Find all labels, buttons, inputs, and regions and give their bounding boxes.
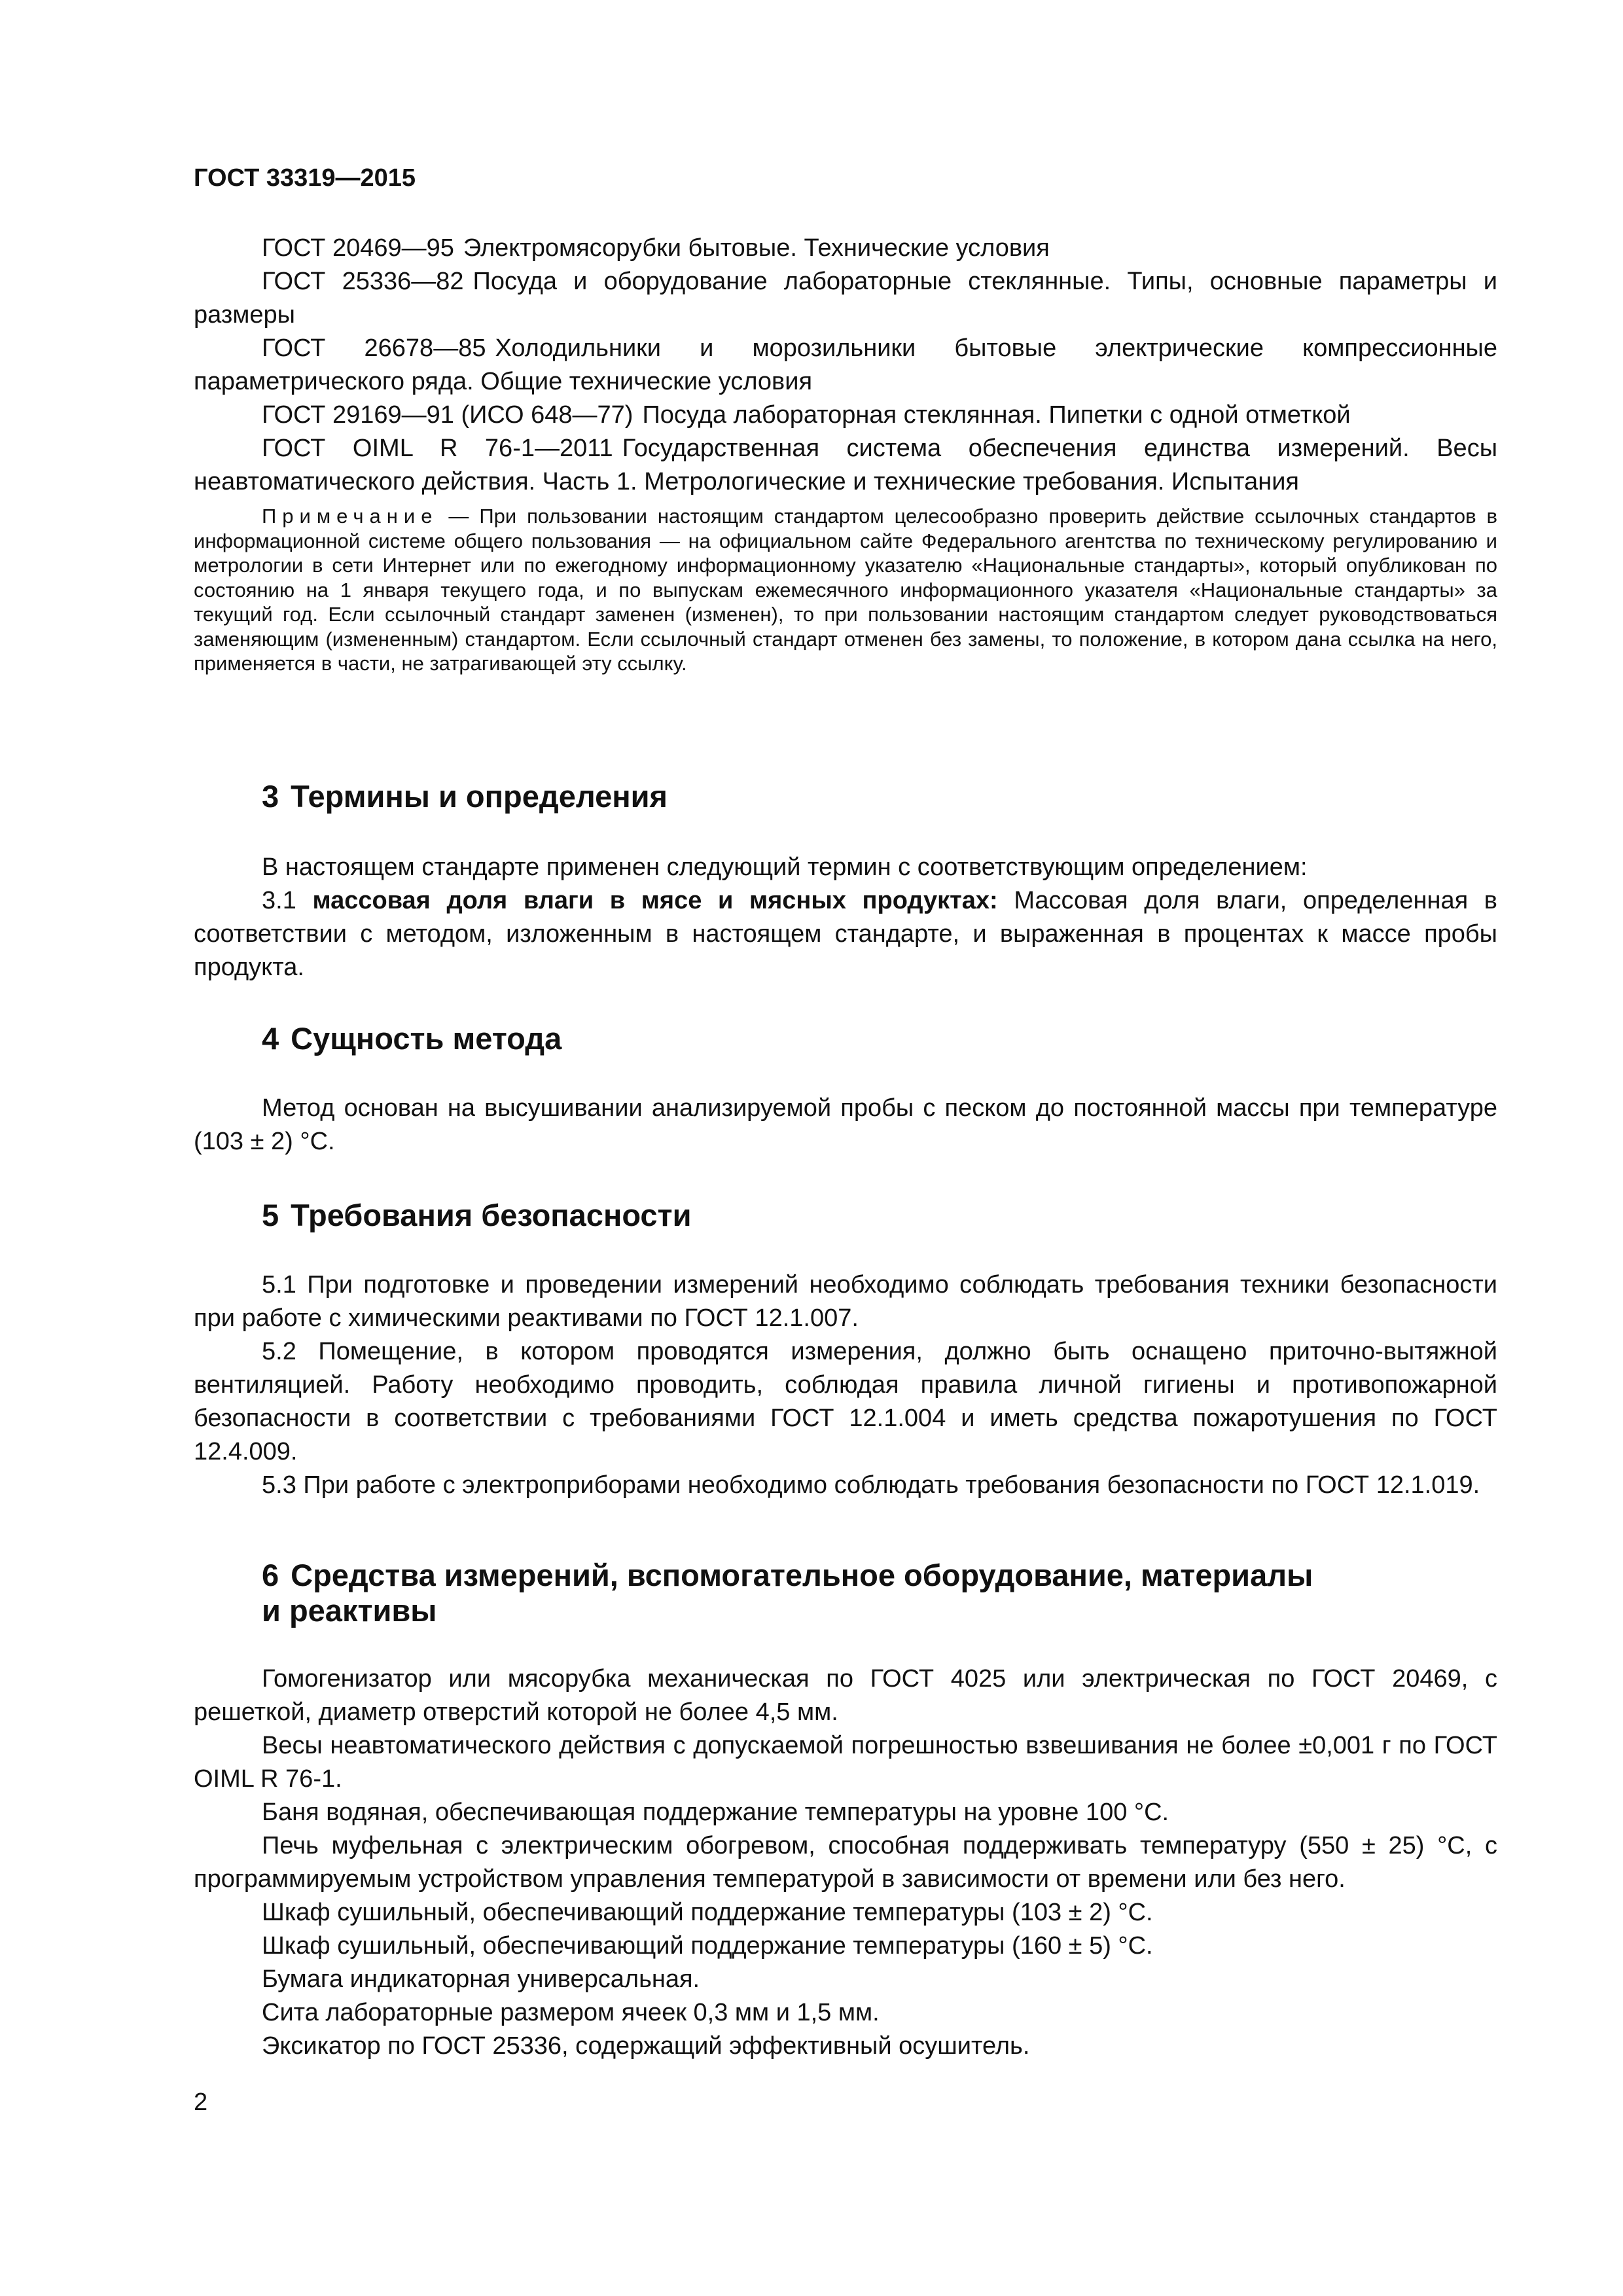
section-number: 3 — [262, 779, 279, 814]
term-number: 3.1 — [262, 887, 296, 914]
normative-references-list — [194, 232, 1497, 499]
equipment-item: Бумага индикаторная универсальная. — [262, 1965, 700, 1993]
section-number: 6 — [262, 1558, 279, 1592]
reference-code: ГОСТ 29169—91 (ИСО 648—77) — [262, 401, 633, 429]
section-4-heading — [262, 1021, 562, 1056]
section-title: Требования безопасности — [291, 1198, 692, 1232]
reference-title: Государственная система обеспечения единства измерений. Весы неавтоматического действия. Часть 1. Метрологические и технические требования. Испытания — [194, 435, 1498, 495]
equipment-item: Баня водяная, обеспечивающая поддержание температуры на уровне 100 °С. — [262, 1799, 1169, 1826]
note-label: Примечание — [262, 505, 438, 528]
term-text: Массовая доля влаги, определенная в соответствии с методом, изложенным в настоящем стандарте, и выраженная в процентах к массе пробы продукта. — [194, 887, 1497, 981]
safety-item: 5.1 При подготовке и проведении измерений необходимо соблюдать требования техники безопасности при работе с химическими реактивами по ГОСТ 12.1.007. — [194, 1271, 1497, 1332]
reference-note — [194, 504, 1497, 676]
section-title-line-1: Средства измерений, вспомогательное оборудование, материалы — [291, 1558, 1313, 1592]
reference-item — [194, 332, 1497, 399]
term-definition — [194, 884, 1497, 984]
reference-code: ГОСТ 26678—85 — [262, 334, 486, 362]
reference-title: Посуда и оборудование лабораторные стеклянные. Типы, основные параметры и размеры — [194, 268, 1498, 329]
method-principle: Метод основан на высушивании анализируемой пробы с песком до постоянной массы при температуре (103 ± 2) °С. — [194, 1094, 1497, 1155]
reference-title: Электромясорубки бытовые. Технические условия — [463, 234, 1050, 262]
section-3-body — [194, 851, 1497, 984]
reference-title: Посуда лабораторная стеклянная. Пипетки с одной отметкой — [642, 401, 1351, 429]
section-title: Сущность метода — [291, 1021, 562, 1056]
section-5-heading — [262, 1198, 691, 1233]
safety-item: 5.3 При работе с электроприборами необходимо соблюдать требования безопасности по ГОСТ 12.1.019. — [262, 1471, 1480, 1499]
equipment-item: Весы неавтоматического действия с допускаемой погрешностью взвешивания не более ±0,001 г по ГОСТ OIML R 76-1. — [194, 1732, 1497, 1793]
equipment-item: Эксикатор по ГОСТ 25336, содержащий эффективный осушитель. — [262, 2032, 1030, 2060]
reference-code: ГОСТ 25336—82 — [262, 268, 464, 295]
reference-item — [194, 232, 1497, 265]
section-5-body — [194, 1268, 1497, 1502]
page-number: 2 — [194, 2089, 208, 2116]
equipment-item: Шкаф сушильный, обеспечивающий поддержание температуры (103 ± 2) °С. — [262, 1899, 1153, 1926]
term-name: массовая доля влаги в мясе и мясных продуктах: — [312, 887, 998, 914]
equipment-item: Сита лабораторные размером ячеек 0,3 мм и 1,5 мм. — [262, 1999, 880, 2026]
section-3-intro: В настоящем стандарте применен следующий термин с соответствующим определением: — [262, 853, 1308, 881]
section-3-heading — [262, 779, 668, 814]
section-title-line-2: и реактивы — [262, 1593, 437, 1628]
reference-title: Холодильники и морозильники бытовые электрические компрессионные параметрического ряда. Общие технические условия — [194, 334, 1498, 395]
safety-item: 5.2 Помещение, в котором проводятся измерения, должно быть оснащено приточно-вытяжной вентиляцией. Работу необходимо проводить, соблюдая правила личной гигиены и противопожарной безопасности в соответствии с требованиями ГОСТ 12.1.004 и иметь средства пожаротушения по ГОСТ 12.4.009. — [194, 1338, 1497, 1465]
equipment-item: Гомогенизатор или мясорубка механическая по ГОСТ 4025 или электрическая по ГОСТ 20469, с решеткой, диаметр отверстий которой не более 4,5 мм. — [194, 1665, 1497, 1726]
section-number: 5 — [262, 1198, 279, 1232]
reference-code: ГОСТ OIML R 76-1—2011 — [262, 435, 613, 462]
section-6-body — [194, 1662, 1497, 2063]
reference-code: ГОСТ 20469—95 — [262, 234, 454, 262]
section-4-body — [194, 1092, 1497, 1158]
section-6-heading — [262, 1558, 1313, 1628]
equipment-item: Шкаф сушильный, обеспечивающий поддержание температуры (160 ± 5) °С. — [262, 1932, 1153, 1960]
note-paragraph — [194, 504, 1497, 676]
document-header: ГОСТ 33319—2015 — [194, 164, 416, 192]
equipment-item: Печь муфельная с электрическим обогревом, способная поддерживать температуру (550 ± 25) °С, с программируемым устройством управления температурой в зависимости от времени или без него. — [194, 1832, 1497, 1893]
reference-item — [194, 265, 1497, 332]
section-number: 4 — [262, 1021, 279, 1056]
note-text: — При пользовании настоящим стандартом целесообразно проверить действие ссылочных стандартов в информационной системе общего пользования — на официальном сайте Федерального агентства по техническому регулированию и метрологии в сети Интернет или по ежегодному информационному указателю «Национальные стандарты», который опубликован по состоянию на 1 января текущего года, и по выпускам ежемесячного информационного указателя «Национальные стандарты» за текущий год. Если ссылочный стандарт заменен (изменен), то при пользовании настоящим стандартом следует руководствоваться заменяющим (измененным) стандартом. Если ссылочный стандарт отменен без замены, то положение, в котором дана ссылка на него, применяется в части, не затрагивающей эту ссылку. — [194, 505, 1497, 675]
reference-item — [194, 432, 1497, 499]
reference-item — [194, 399, 1497, 432]
section-title: Термины и определения — [291, 779, 668, 814]
